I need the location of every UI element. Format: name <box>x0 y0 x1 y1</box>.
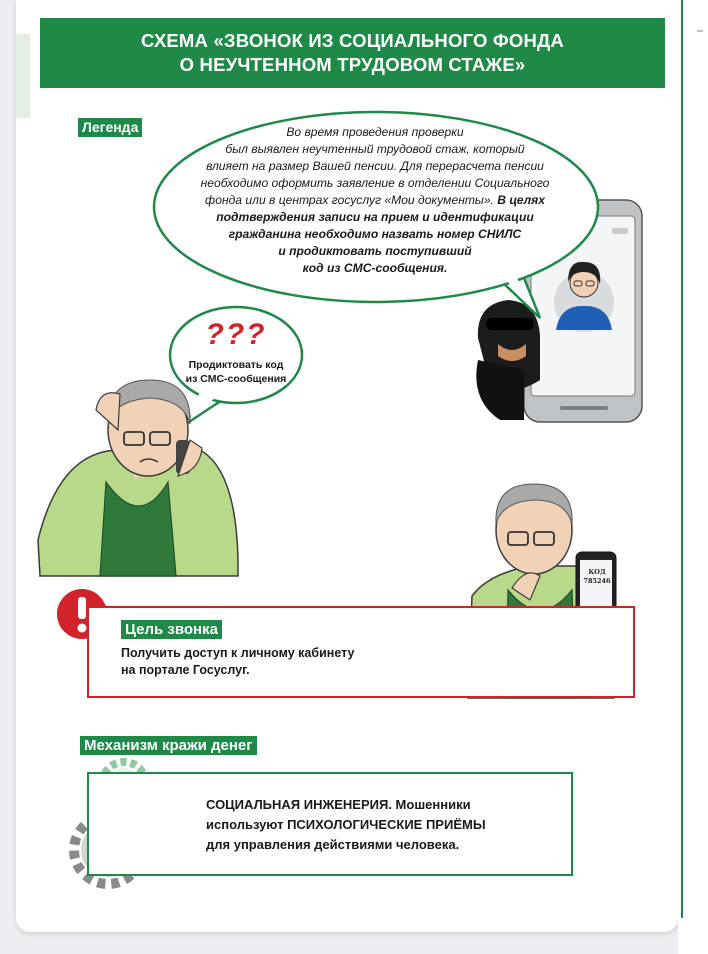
speech-line-4: необходимо оформить заявление в отделении Социального <box>200 176 550 190</box>
mechanism-line-3: для управления действиями человека. <box>206 837 460 852</box>
legend-label: Легенда <box>78 118 142 137</box>
victim-line-2: из СМС-сообщения <box>185 373 287 385</box>
mechanism-line-1: СОЦИАЛЬНАЯ ИНЖЕНЕРИЯ. Мошенники <box>206 797 471 812</box>
speech-line-2: был выявлен неучтенный трудовой стаж, который <box>225 142 525 156</box>
speech-line-5-row <box>160 192 590 209</box>
phone-code-display <box>583 568 611 586</box>
speech-bold-2: подтверждения записи на прием и идентификации <box>216 210 534 224</box>
speech-line-5: фонда или в центрах госуслуг «Мои документы». <box>205 193 494 207</box>
victim-bubble-text <box>180 358 292 386</box>
speech-bold-3: гражданина необходимо назвать номер СНИЛС <box>228 227 522 241</box>
goal-label: Цель звонка <box>121 620 222 639</box>
question-marks: ??? <box>205 318 267 351</box>
title-line-2: О НЕУЧТЕННОМ ТРУДОВОМ СТАЖЕ» <box>179 54 526 75</box>
victim-line-1: Продиктовать код <box>188 359 284 371</box>
speech-bold-5: код из СМС-сообщения. <box>302 261 448 275</box>
goal-text <box>121 645 441 679</box>
code-label: КОД <box>588 568 606 576</box>
speech-bold-1: В целях <box>497 193 545 207</box>
speech-line-3: влияет на размер Вашей пенсии. Для перерасчета пенсии <box>206 159 544 173</box>
mechanism-line-2: используют ПСИХОЛОГИЧЕСКИЕ ПРИЁМЫ <box>206 817 486 832</box>
goal-line-1: Получить доступ к личному кабинету <box>121 646 355 660</box>
code-value: 785246 <box>583 577 611 585</box>
goal-line-2: на портале Госуслуг. <box>121 663 250 677</box>
speech-line-1: Во время проведения проверки <box>286 125 464 139</box>
mechanism-text <box>206 795 566 855</box>
mechanism-label: Механизм кражи денег <box>80 736 257 755</box>
speech-bold-4: и продиктовать поступивший <box>278 244 472 258</box>
fraud-speech-text <box>160 124 590 277</box>
title-line-1: СХЕМА «ЗВОНОК ИЗ СОЦИАЛЬНОГО ФОНДА <box>141 30 564 51</box>
